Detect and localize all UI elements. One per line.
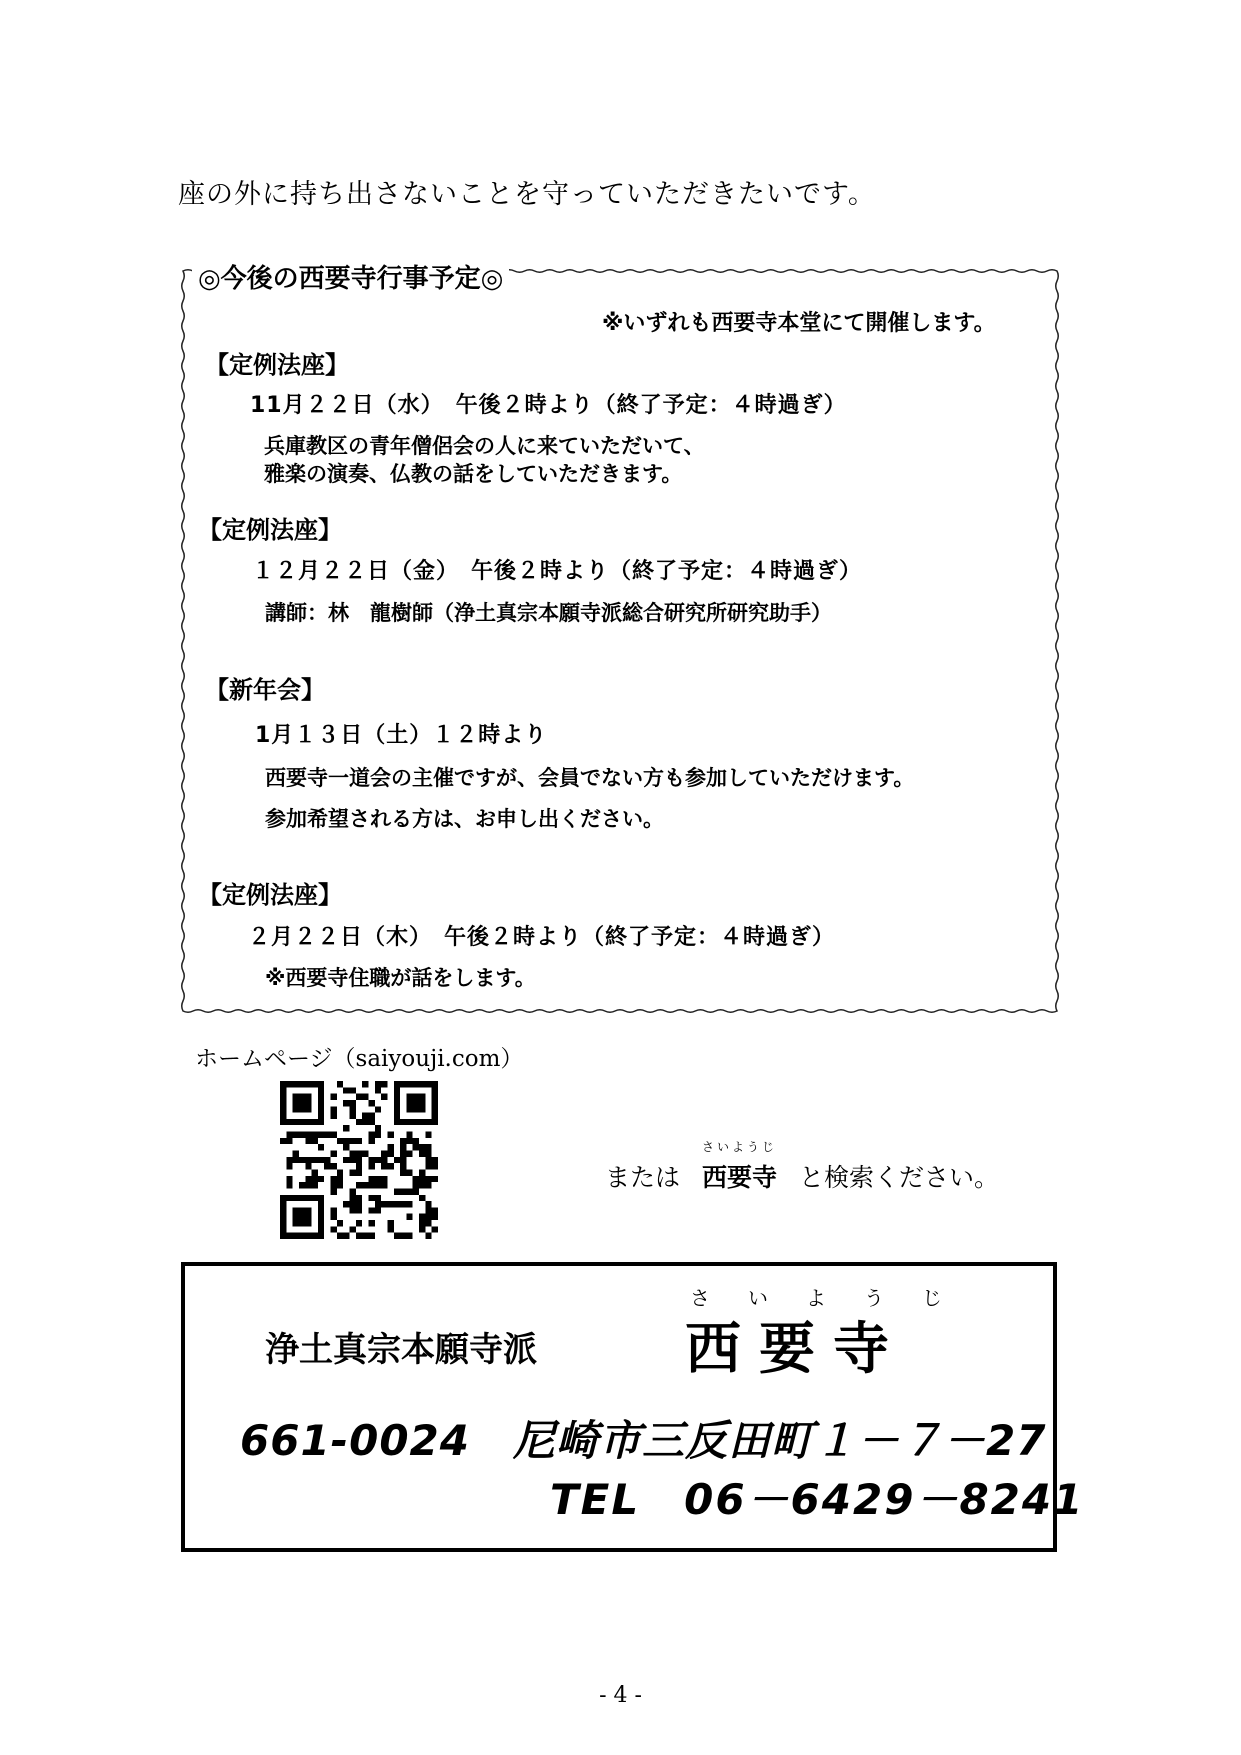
search-keyword bbox=[702, 1140, 778, 1194]
postal-address: 661-0024 尼崎市三反田町１－７－27 bbox=[240, 1416, 1047, 1465]
temple-name-ruby: さいようじ bbox=[690, 1286, 980, 1310]
intro-text: 座の外に持ち出さないことを守っていただきたいです。 bbox=[178, 179, 876, 210]
section-heading: 【定例法座】 bbox=[198, 516, 342, 544]
sect-name: 浄土真宗本願寺派 bbox=[265, 1330, 537, 1370]
search-keyword-text: 西要寺 bbox=[702, 1163, 778, 1192]
section-date: 1月１３日（土）１２時より bbox=[255, 723, 548, 748]
section-date: ２月２２日（木） 午後２時より（終了予定：４時過ぎ） bbox=[248, 925, 836, 950]
schedule-title: ◎今後の西要寺行事予定◎ bbox=[192, 258, 509, 295]
page-number: - 4 - bbox=[599, 1683, 642, 1708]
search-suffix: と検索ください。 bbox=[799, 1163, 1000, 1192]
section-detail: 雅楽の演奏、仏教の話をしていただきます。 bbox=[264, 462, 683, 486]
section-date: 11月２２日（水） 午後２時より（終了予定：４時過ぎ） bbox=[250, 393, 847, 418]
qr-code[interactable] bbox=[278, 1081, 440, 1239]
section-detail: 西要寺一道会の主催ですが、会員でない方も参加していただけます。 bbox=[265, 766, 915, 790]
section-detail: ※西要寺住職が話をします。 bbox=[265, 966, 536, 990]
search-prefix: または bbox=[605, 1163, 681, 1192]
section-detail: 兵庫教区の青年僧侶会の人に来ていただいて、 bbox=[264, 434, 705, 458]
section-detail: 参加希望される方は、お申し出ください。 bbox=[265, 807, 664, 831]
homepage-label: ホームページ（saiyouji.com） bbox=[195, 1046, 524, 1072]
search-instruction bbox=[605, 1140, 1000, 1194]
section-heading: 【定例法座】 bbox=[198, 881, 342, 909]
telephone: TEL 06－6429－8241 bbox=[550, 1475, 1085, 1524]
search-keyword-ruby: さいようじ bbox=[702, 1140, 778, 1154]
schedule-note: ※いずれも西要寺本堂にて開催します。 bbox=[602, 311, 996, 336]
section-heading: 【定例法座】 bbox=[205, 351, 349, 379]
section-detail: 講師：林 龍樹師（浄土真宗本願寺派総合研究所研究助手） bbox=[265, 601, 832, 625]
temple-name: 西要寺 bbox=[685, 1317, 907, 1382]
section-date: １２月２２日（金） 午後２時より（終了予定：４時過ぎ） bbox=[252, 559, 863, 584]
section-heading: 【新年会】 bbox=[205, 676, 325, 704]
